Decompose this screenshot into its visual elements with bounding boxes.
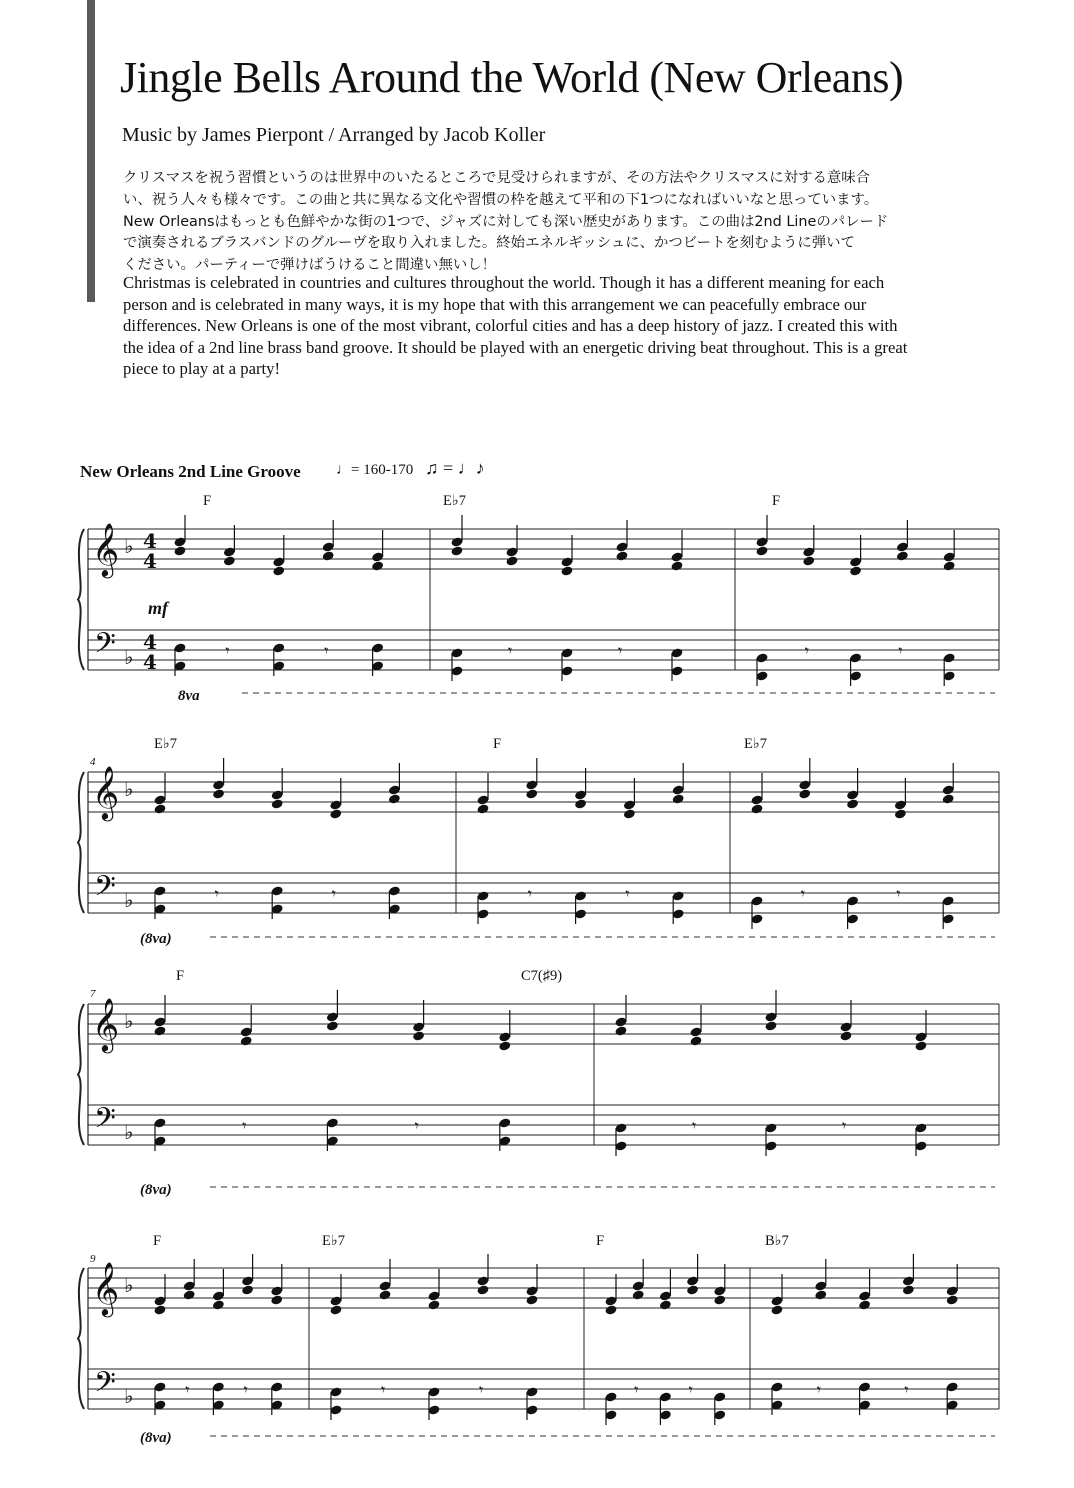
rest-icon: 𝄾 (625, 884, 630, 903)
description-line: person and is celebrated in many ways, it is my hope that with this arrangement we can peacefully embrace our (123, 294, 867, 314)
note-head (574, 798, 587, 809)
note-head (802, 555, 815, 566)
chord-symbol: F (176, 968, 185, 984)
note-head (240, 1035, 253, 1046)
rest-icon: 𝄾 (414, 1116, 419, 1135)
ottava-marking: (8va) (140, 1430, 172, 1446)
bass-clef-icon: 𝄢 (94, 627, 116, 667)
note-head (902, 1284, 915, 1295)
flat-icon: ♭ (124, 1384, 134, 1408)
ottava-marking: (8va) (140, 1182, 172, 1198)
note-head (839, 1030, 852, 1041)
note-head (849, 565, 862, 576)
note-head (412, 1030, 425, 1041)
brace (78, 1268, 84, 1409)
note-head (378, 1289, 391, 1300)
note-head (764, 1020, 777, 1031)
note-head (212, 1299, 225, 1310)
rest-icon: 𝄾 (692, 1116, 697, 1135)
time-signature: 4 (143, 529, 157, 553)
measure-number: 4 (90, 756, 96, 768)
ottava-marking: 8va (178, 688, 200, 704)
note-head (846, 798, 859, 809)
bass-clef-icon: 𝄢 (94, 1366, 116, 1406)
credits: Music by James Pierpont / Arranged by Jacob Koller (122, 124, 546, 146)
rest-icon: 𝄾 (331, 884, 337, 903)
measure-number: 9 (90, 1253, 96, 1265)
note-head (272, 565, 285, 576)
flat-icon: ♭ (124, 777, 134, 801)
ottava-marking: (8va) (140, 931, 172, 947)
note-head (614, 1025, 627, 1036)
measure-number: 7 (90, 988, 96, 1000)
note-head (942, 793, 955, 804)
note-head (755, 545, 768, 556)
chord-symbol: E♭7 (154, 736, 177, 752)
flat-icon: ♭ (124, 1273, 134, 1297)
rest-icon: 𝄾 (214, 884, 219, 903)
note-head (750, 803, 763, 814)
note-head (896, 550, 909, 561)
note-head (814, 1289, 827, 1300)
rest-icon: 𝄾 (804, 641, 810, 660)
note-head (241, 1284, 254, 1295)
note-head (798, 788, 811, 799)
rest-icon: 𝄾 (842, 1116, 847, 1135)
note-head (322, 550, 335, 561)
description-line: で演奏されるブラスバンドのグルーヴを取り入れました。終始エネルギッシュに、かつビートを刻むように弾いて (123, 235, 855, 252)
note-head (525, 788, 538, 799)
treble-clef-icon: 𝄞 (92, 522, 120, 576)
note-head (604, 1304, 617, 1315)
note-head (183, 1289, 196, 1300)
rest-icon: 𝄾 (896, 884, 901, 903)
flat-icon: ♭ (124, 1009, 134, 1033)
note-head (498, 1040, 511, 1051)
note-head (450, 545, 463, 556)
note-head (270, 1294, 283, 1305)
bass-clef-icon: 𝄢 (94, 870, 116, 910)
note-head (153, 803, 166, 814)
chord-symbol: B♭7 (765, 1233, 789, 1249)
flat-icon: ♭ (124, 534, 134, 558)
rest-icon: 𝄾 (816, 1380, 822, 1399)
quarter-note-icon: ♩ (336, 462, 351, 478)
note-head (623, 808, 636, 819)
flat-icon: ♭ (124, 1120, 134, 1144)
dynamic-marking: mf (148, 598, 168, 618)
bass-clef-icon: 𝄢 (94, 1102, 116, 1142)
note-head (476, 1284, 489, 1295)
description-line: differences. New Orleans is one of the most vibrant, colorful cities and has a deep history of jazz. I created this with (123, 316, 898, 336)
time-signature: 4 (143, 549, 157, 573)
note-head (946, 1294, 959, 1305)
tempo-value: = 160-170 (351, 462, 414, 478)
chord-symbol: E♭7 (322, 1233, 345, 1249)
treble-clef-icon: 𝄞 (92, 765, 120, 819)
description-line: クリスマスを祝う習慣というのは世界中のいたるところで見受けられますが、その方法やクリスマスに対する意味合 (123, 170, 871, 186)
chord-symbol: F (493, 736, 502, 752)
chord-symbol: F (203, 493, 212, 509)
note-head (329, 808, 342, 819)
note-head (476, 803, 489, 814)
chord-symbol: F (772, 493, 781, 509)
rest-icon: 𝄾 (381, 1380, 386, 1399)
note-head (615, 550, 628, 561)
style-marking: New Orleans 2nd Line Groove (80, 462, 301, 481)
brace (78, 1004, 84, 1145)
note-head (223, 555, 236, 566)
note-head (326, 1020, 339, 1031)
note-head (670, 560, 683, 571)
flat-icon: ♭ (124, 645, 134, 669)
chord-symbol: C7(♯9) (521, 968, 563, 984)
swing-notation-icon: ♫ = ♩♪ (424, 458, 485, 478)
description-line: piece to play at a party! (123, 359, 281, 379)
note-head (894, 808, 907, 819)
chord-symbol: E♭7 (744, 736, 767, 752)
rest-icon: 𝄾 (225, 641, 230, 660)
rest-icon: 𝄾 (479, 1380, 484, 1399)
rest-icon: 𝄾 (185, 1380, 190, 1399)
note-head (271, 798, 284, 809)
note-head (943, 560, 956, 571)
note-head (388, 793, 401, 804)
page-title: Jingle Bells Around the World (New Orleans) (120, 53, 904, 102)
chord-symbol: F (596, 1233, 605, 1249)
rest-icon: 𝄾 (508, 641, 513, 660)
flat-icon: ♭ (124, 888, 134, 912)
rest-icon: 𝄾 (800, 884, 806, 903)
note-head (525, 1294, 538, 1305)
note-head (713, 1294, 726, 1305)
note-head (770, 1304, 783, 1315)
note-head (632, 1289, 645, 1300)
rest-icon: 𝄾 (634, 1380, 639, 1399)
note-head (153, 1025, 166, 1036)
time-signature: 4 (143, 650, 157, 674)
note-head (329, 1304, 342, 1315)
treble-clef-icon: 𝄞 (92, 1261, 120, 1315)
description-line: the idea of a 2nd line brass band groove. It should be played with an energetic driving beat throughout. This is a great (123, 337, 908, 357)
note-head (212, 788, 225, 799)
rest-icon: 𝄾 (618, 641, 623, 660)
note-head (560, 565, 573, 576)
note-head (371, 560, 384, 571)
rest-icon: 𝄾 (898, 641, 903, 660)
note-head (689, 1035, 702, 1046)
note-head (914, 1040, 927, 1051)
time-signature: 4 (143, 630, 157, 654)
note-head (173, 545, 186, 556)
rest-icon: 𝄾 (904, 1380, 909, 1399)
description-line: ください。パーティーで弾けばうけること間違い無いし！ (123, 257, 497, 274)
description-line: い、祝う人々も様々です。この曲と共に異なる文化や習慣の枠を越えて平和の下1つになればいいなと思っています。 (123, 191, 879, 208)
brace (78, 529, 84, 670)
note-head (672, 793, 685, 804)
note-head (505, 555, 518, 566)
rest-icon: 𝄾 (324, 641, 329, 660)
note-head (686, 1284, 699, 1295)
rest-icon: 𝄾 (243, 1380, 248, 1399)
rest-icon: 𝄾 (527, 884, 533, 903)
note-head (659, 1299, 672, 1310)
description-line: New Orleansはもっとも色鮮やかな街の1つで、ジャズに対しても深い歴史があります。この曲は2nd Lineのパレード (123, 213, 889, 230)
treble-clef-icon: 𝄞 (92, 997, 120, 1051)
note-head (858, 1299, 871, 1310)
note-head (153, 1304, 166, 1315)
rest-icon: 𝄾 (688, 1380, 693, 1399)
note-head (427, 1299, 440, 1310)
rest-icon: 𝄾 (242, 1116, 247, 1135)
description-line: Christmas is celebrated in countries and cultures throughout the world. Though it has a different meaning for each (123, 273, 885, 292)
chord-symbol: E♭7 (443, 493, 466, 509)
chord-symbol: F (153, 1233, 162, 1249)
brace (78, 772, 84, 913)
